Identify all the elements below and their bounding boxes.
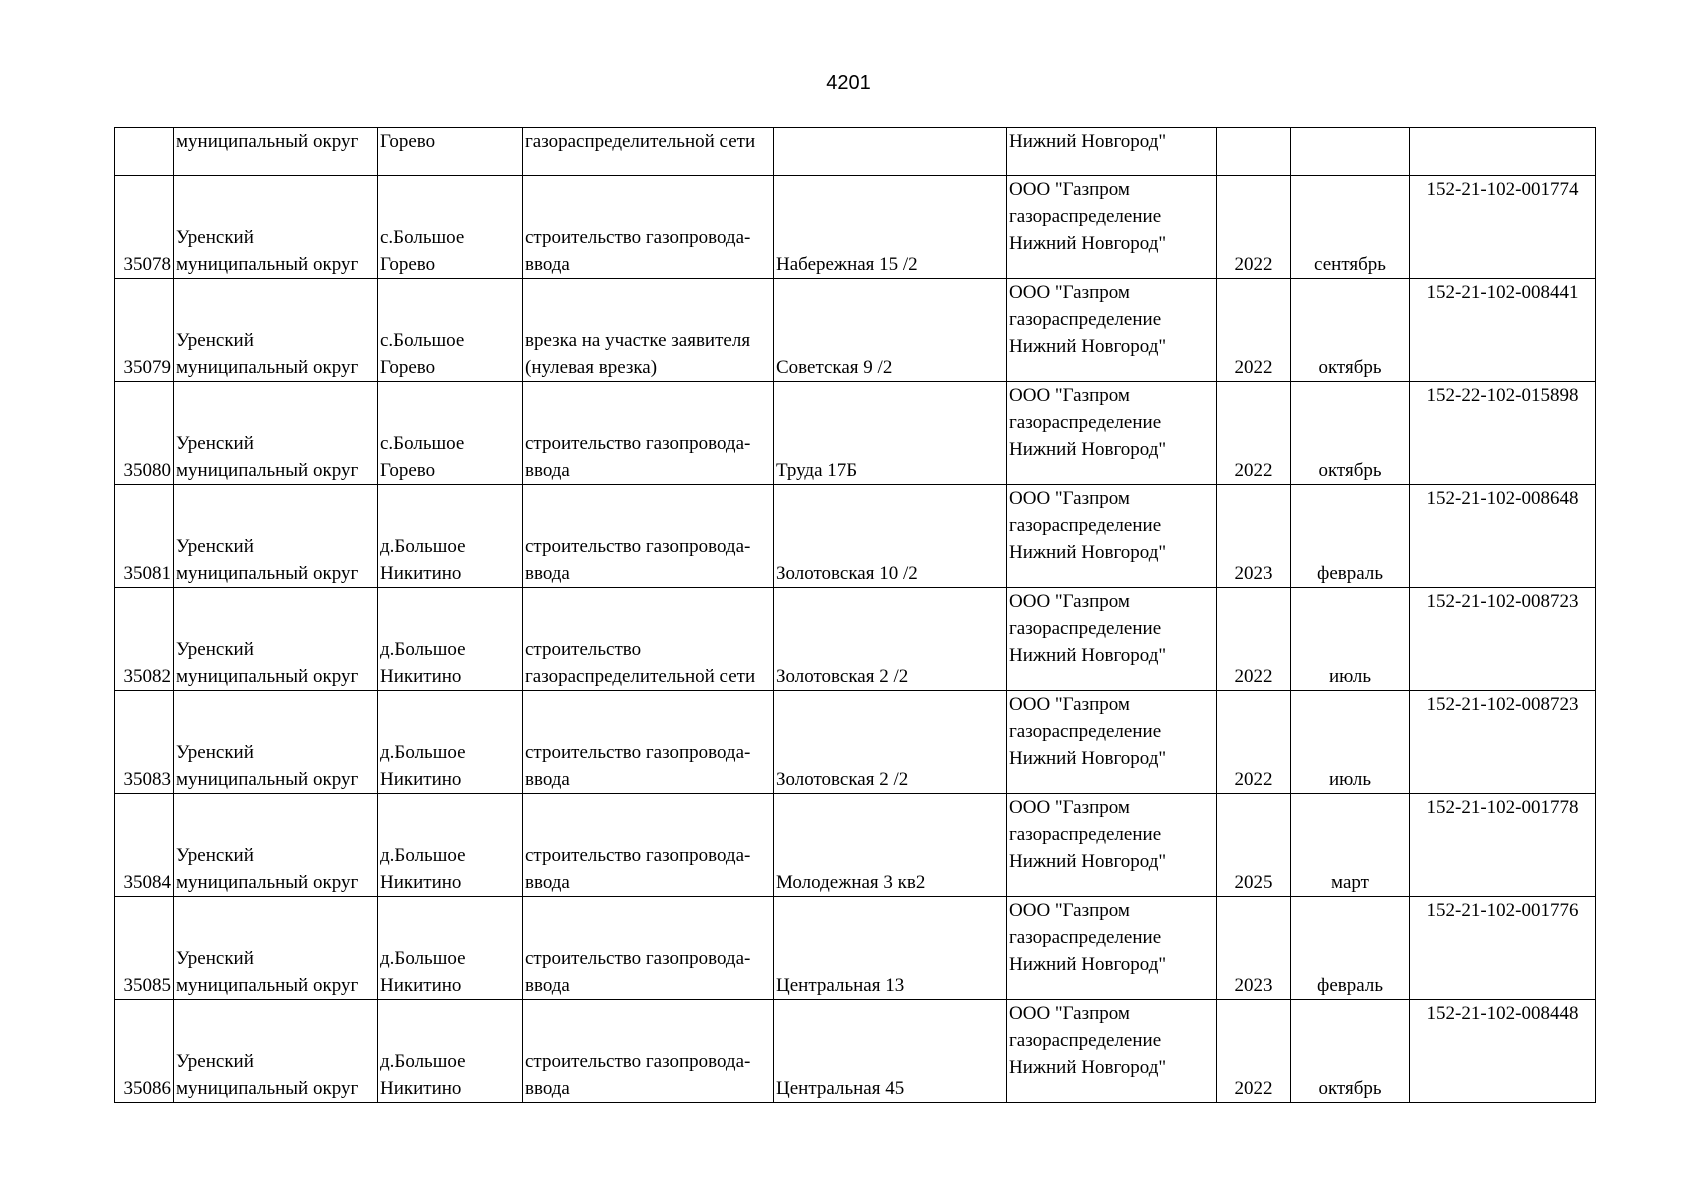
cell-work	[523, 691, 774, 794]
cell-district-line: Уренский	[176, 742, 254, 763]
cell-org-line: газораспределение	[1009, 1030, 1162, 1051]
cell-num: 35086	[115, 1000, 174, 1103]
cell-district-line: муниципальный округ	[176, 254, 359, 275]
cell-work-line: ввода	[525, 769, 570, 790]
table-row	[115, 1000, 1596, 1103]
cell-locality-line: с.Большое	[380, 227, 465, 248]
cell-code: 152-21-102-008448	[1410, 1000, 1596, 1103]
cell-num: 35081	[115, 485, 174, 588]
cell-address: Набережная 15 /2	[774, 176, 1007, 279]
cell-org-line: ООО "Газпром	[1009, 694, 1130, 715]
cell-work	[523, 1000, 774, 1103]
cell-num: 35084	[115, 794, 174, 897]
cell-district-line: Уренский	[176, 227, 254, 248]
cell-locality	[378, 588, 523, 691]
cell-district-line: муниципальный округ	[176, 357, 359, 378]
cell-org-line: ООО "Газпром	[1009, 900, 1130, 921]
cell-year: 2025	[1217, 794, 1291, 897]
cell-locality	[378, 897, 523, 1000]
cell-locality	[378, 691, 523, 794]
cell-locality-line: Никитино	[380, 872, 462, 893]
cell-org	[1007, 176, 1217, 279]
cell-org-line: ООО "Газпром	[1009, 797, 1130, 818]
cell-district-line: муниципальный округ	[176, 769, 359, 790]
cell-org-line: Нижний Новгород"	[1009, 439, 1167, 460]
cell-district-line: муниципальный округ	[176, 975, 359, 996]
cell-org	[1007, 588, 1217, 691]
cell-work: газораспределительной сети	[523, 128, 774, 176]
cell-work-line: строительство газопровода-	[525, 536, 751, 557]
table-row	[115, 382, 1596, 485]
table-row	[115, 279, 1596, 382]
cell-month: октябрь	[1291, 279, 1410, 382]
cell-year: 2023	[1217, 897, 1291, 1000]
cell-work	[523, 176, 774, 279]
cell-org-line: Нижний Новгород"	[1009, 645, 1167, 666]
cell-org-line: Нижний Новгород"	[1009, 954, 1167, 975]
cell-locality-line: д.Большое	[380, 948, 466, 969]
cell-year: 2023	[1217, 485, 1291, 588]
cell-locality-line: Никитино	[380, 1078, 462, 1099]
cell-locality-line: д.Большое	[380, 536, 466, 557]
cell-work-line: ввода	[525, 975, 570, 996]
cell-month: февраль	[1291, 897, 1410, 1000]
cell-work-line: ввода	[525, 1078, 570, 1099]
cell-work	[523, 897, 774, 1000]
table-row	[115, 588, 1596, 691]
cell-work-line: ввода	[525, 872, 570, 893]
cell-address: Золотовская 2 /2	[774, 588, 1007, 691]
cell-org-line: газораспределение	[1009, 824, 1162, 845]
cell-org-line: газораспределение	[1009, 618, 1162, 639]
cell-num: 35085	[115, 897, 174, 1000]
cell-code: 152-21-102-001774	[1410, 176, 1596, 279]
cell-district	[174, 897, 378, 1000]
cell-district-line: муниципальный округ	[176, 666, 359, 687]
cell-code: 152-21-102-008723	[1410, 691, 1596, 794]
cell-month: сентябрь	[1291, 176, 1410, 279]
cell-district	[174, 176, 378, 279]
cell-org-line: ООО "Газпром	[1009, 1003, 1130, 1024]
cell-address: Золотовская 10 /2	[774, 485, 1007, 588]
cell-district-line: Уренский	[176, 1051, 254, 1072]
cell-org-line: Нижний Новгород"	[1009, 233, 1167, 254]
cell-org-line: Нижний Новгород"	[1009, 1057, 1167, 1078]
cell-work-line: строительство газопровода-	[525, 742, 751, 763]
cell-district-line: муниципальный округ	[176, 460, 359, 481]
cell-org-line: ООО "Газпром	[1009, 385, 1130, 406]
cell-district	[174, 1000, 378, 1103]
cell-locality	[378, 382, 523, 485]
registry-table	[114, 127, 1596, 1103]
cell-locality	[378, 485, 523, 588]
cell-locality-line: д.Большое	[380, 845, 466, 866]
cell-org-line: Нижний Новгород"	[1009, 748, 1167, 769]
cell-district	[174, 279, 378, 382]
cell-num: 35078	[115, 176, 174, 279]
cell-month: февраль	[1291, 485, 1410, 588]
cell-work-line: строительство	[525, 639, 642, 660]
table-row	[115, 176, 1596, 279]
cell-org	[1007, 691, 1217, 794]
table-row	[115, 794, 1596, 897]
cell-locality-line: Никитино	[380, 563, 462, 584]
cell-org-line: Нижний Новгород"	[1009, 851, 1167, 872]
cell-work-line: ввода	[525, 254, 570, 275]
cell-org-line: ООО "Газпром	[1009, 179, 1130, 200]
cell-address: Молодежная 3 кв2	[774, 794, 1007, 897]
cell-year: 2022	[1217, 588, 1291, 691]
cell-work-line: строительство газопровода-	[525, 1051, 751, 1072]
page-number: 4201	[826, 72, 871, 94]
cell-district-line: Уренский	[176, 639, 254, 660]
cell-district	[174, 794, 378, 897]
cell-work	[523, 279, 774, 382]
cell-org	[1007, 279, 1217, 382]
cell-year: 2022	[1217, 382, 1291, 485]
cell-org	[1007, 485, 1217, 588]
cell-locality-line: Никитино	[380, 769, 462, 790]
cell-org	[1007, 794, 1217, 897]
cell-org-line: ООО "Газпром	[1009, 591, 1130, 612]
cell-org	[1007, 897, 1217, 1000]
cell-locality-line: Никитино	[380, 666, 462, 687]
cell-address: Золотовская 2 /2	[774, 691, 1007, 794]
cell-locality-line: д.Большое	[380, 742, 466, 763]
cell-num: 35080	[115, 382, 174, 485]
cell-locality	[378, 279, 523, 382]
table-row	[115, 691, 1596, 794]
cell-org-line: газораспределение	[1009, 309, 1162, 330]
cell-year: 2022	[1217, 279, 1291, 382]
cell-work-line: строительство газопровода-	[525, 845, 751, 866]
cell-org-line: Нижний Новгород"	[1009, 336, 1167, 357]
cell-code: 152-21-102-008441	[1410, 279, 1596, 382]
cell-num: 35083	[115, 691, 174, 794]
cell-address: Центральная 45	[774, 1000, 1007, 1103]
cell-district-line: Уренский	[176, 536, 254, 557]
cell-org-line: газораспределение	[1009, 721, 1162, 742]
cell-org: Нижний Новгород"	[1007, 128, 1217, 176]
cell-district	[174, 382, 378, 485]
cell-work-line: ввода	[525, 563, 570, 584]
cell-locality-line: Никитино	[380, 975, 462, 996]
cell-district-line: муниципальный округ	[176, 563, 359, 584]
cell-num: 35082	[115, 588, 174, 691]
cell-org-line: Нижний Новгород"	[1009, 542, 1167, 563]
cell-locality	[378, 794, 523, 897]
cell-district-line: Уренский	[176, 330, 254, 351]
table-row	[115, 897, 1596, 1000]
cell-locality	[378, 176, 523, 279]
cell-locality-line: д.Большое	[380, 639, 466, 660]
cell-district: муниципальный округ	[174, 128, 378, 176]
cell-org-line: газораспределение	[1009, 412, 1162, 433]
cell-address	[774, 128, 1007, 176]
cell-district	[174, 485, 378, 588]
cell-work-line: (нулевая врезка)	[525, 357, 658, 378]
cell-locality-line: Горево	[380, 460, 436, 481]
cell-locality-line: д.Большое	[380, 1051, 466, 1072]
cell-work	[523, 794, 774, 897]
cell-code	[1410, 128, 1596, 176]
cell-district-line: Уренский	[176, 433, 254, 454]
cell-code: 152-21-102-008723	[1410, 588, 1596, 691]
cell-month: октябрь	[1291, 382, 1410, 485]
cell-work-line: ввода	[525, 460, 570, 481]
cell-work	[523, 382, 774, 485]
cell-num	[115, 128, 174, 176]
cell-locality-line: с.Большое	[380, 433, 465, 454]
cell-code: 152-22-102-015898	[1410, 382, 1596, 485]
cell-org-line: газораспределение	[1009, 206, 1162, 227]
cell-locality-line: с.Большое	[380, 330, 465, 351]
cell-work	[523, 485, 774, 588]
cell-code: 152-21-102-001776	[1410, 897, 1596, 1000]
cell-org-line: ООО "Газпром	[1009, 488, 1130, 509]
cell-district-line: муниципальный округ	[176, 1078, 359, 1099]
cell-work	[523, 588, 774, 691]
cell-locality: Горево	[378, 128, 523, 176]
cell-district-line: Уренский	[176, 948, 254, 969]
cell-org-line: ООО "Газпром	[1009, 282, 1130, 303]
cell-district	[174, 691, 378, 794]
cell-year	[1217, 128, 1291, 176]
cell-locality	[378, 1000, 523, 1103]
cell-district-line: Уренский	[176, 845, 254, 866]
cell-month: октябрь	[1291, 1000, 1410, 1103]
cell-work-line: строительство газопровода-	[525, 433, 751, 454]
cell-org-line: газораспределение	[1009, 927, 1162, 948]
table-row-partial	[115, 128, 1596, 176]
cell-year: 2022	[1217, 176, 1291, 279]
cell-org-line: газораспределение	[1009, 515, 1162, 536]
cell-code: 152-21-102-001778	[1410, 794, 1596, 897]
cell-work-line: строительство газопровода-	[525, 227, 751, 248]
cell-month: март	[1291, 794, 1410, 897]
cell-address: Советская 9 /2	[774, 279, 1007, 382]
cell-work-line: врезка на участке заявителя	[525, 330, 751, 351]
cell-work-line: строительство газопровода-	[525, 948, 751, 969]
cell-district	[174, 588, 378, 691]
cell-org	[1007, 382, 1217, 485]
cell-code: 152-21-102-008648	[1410, 485, 1596, 588]
cell-work-line: газораспределительной сети	[525, 666, 756, 687]
cell-address: Труда 17Б	[774, 382, 1007, 485]
cell-month: июль	[1291, 588, 1410, 691]
cell-address: Центральная 13	[774, 897, 1007, 1000]
cell-year: 2022	[1217, 1000, 1291, 1103]
cell-org	[1007, 1000, 1217, 1103]
table-row	[115, 485, 1596, 588]
cell-locality-line: Горево	[380, 357, 436, 378]
cell-locality-line: Горево	[380, 254, 436, 275]
cell-district-line: муниципальный округ	[176, 872, 359, 893]
cell-month	[1291, 128, 1410, 176]
cell-num: 35079	[115, 279, 174, 382]
cell-year: 2022	[1217, 691, 1291, 794]
cell-month: июль	[1291, 691, 1410, 794]
